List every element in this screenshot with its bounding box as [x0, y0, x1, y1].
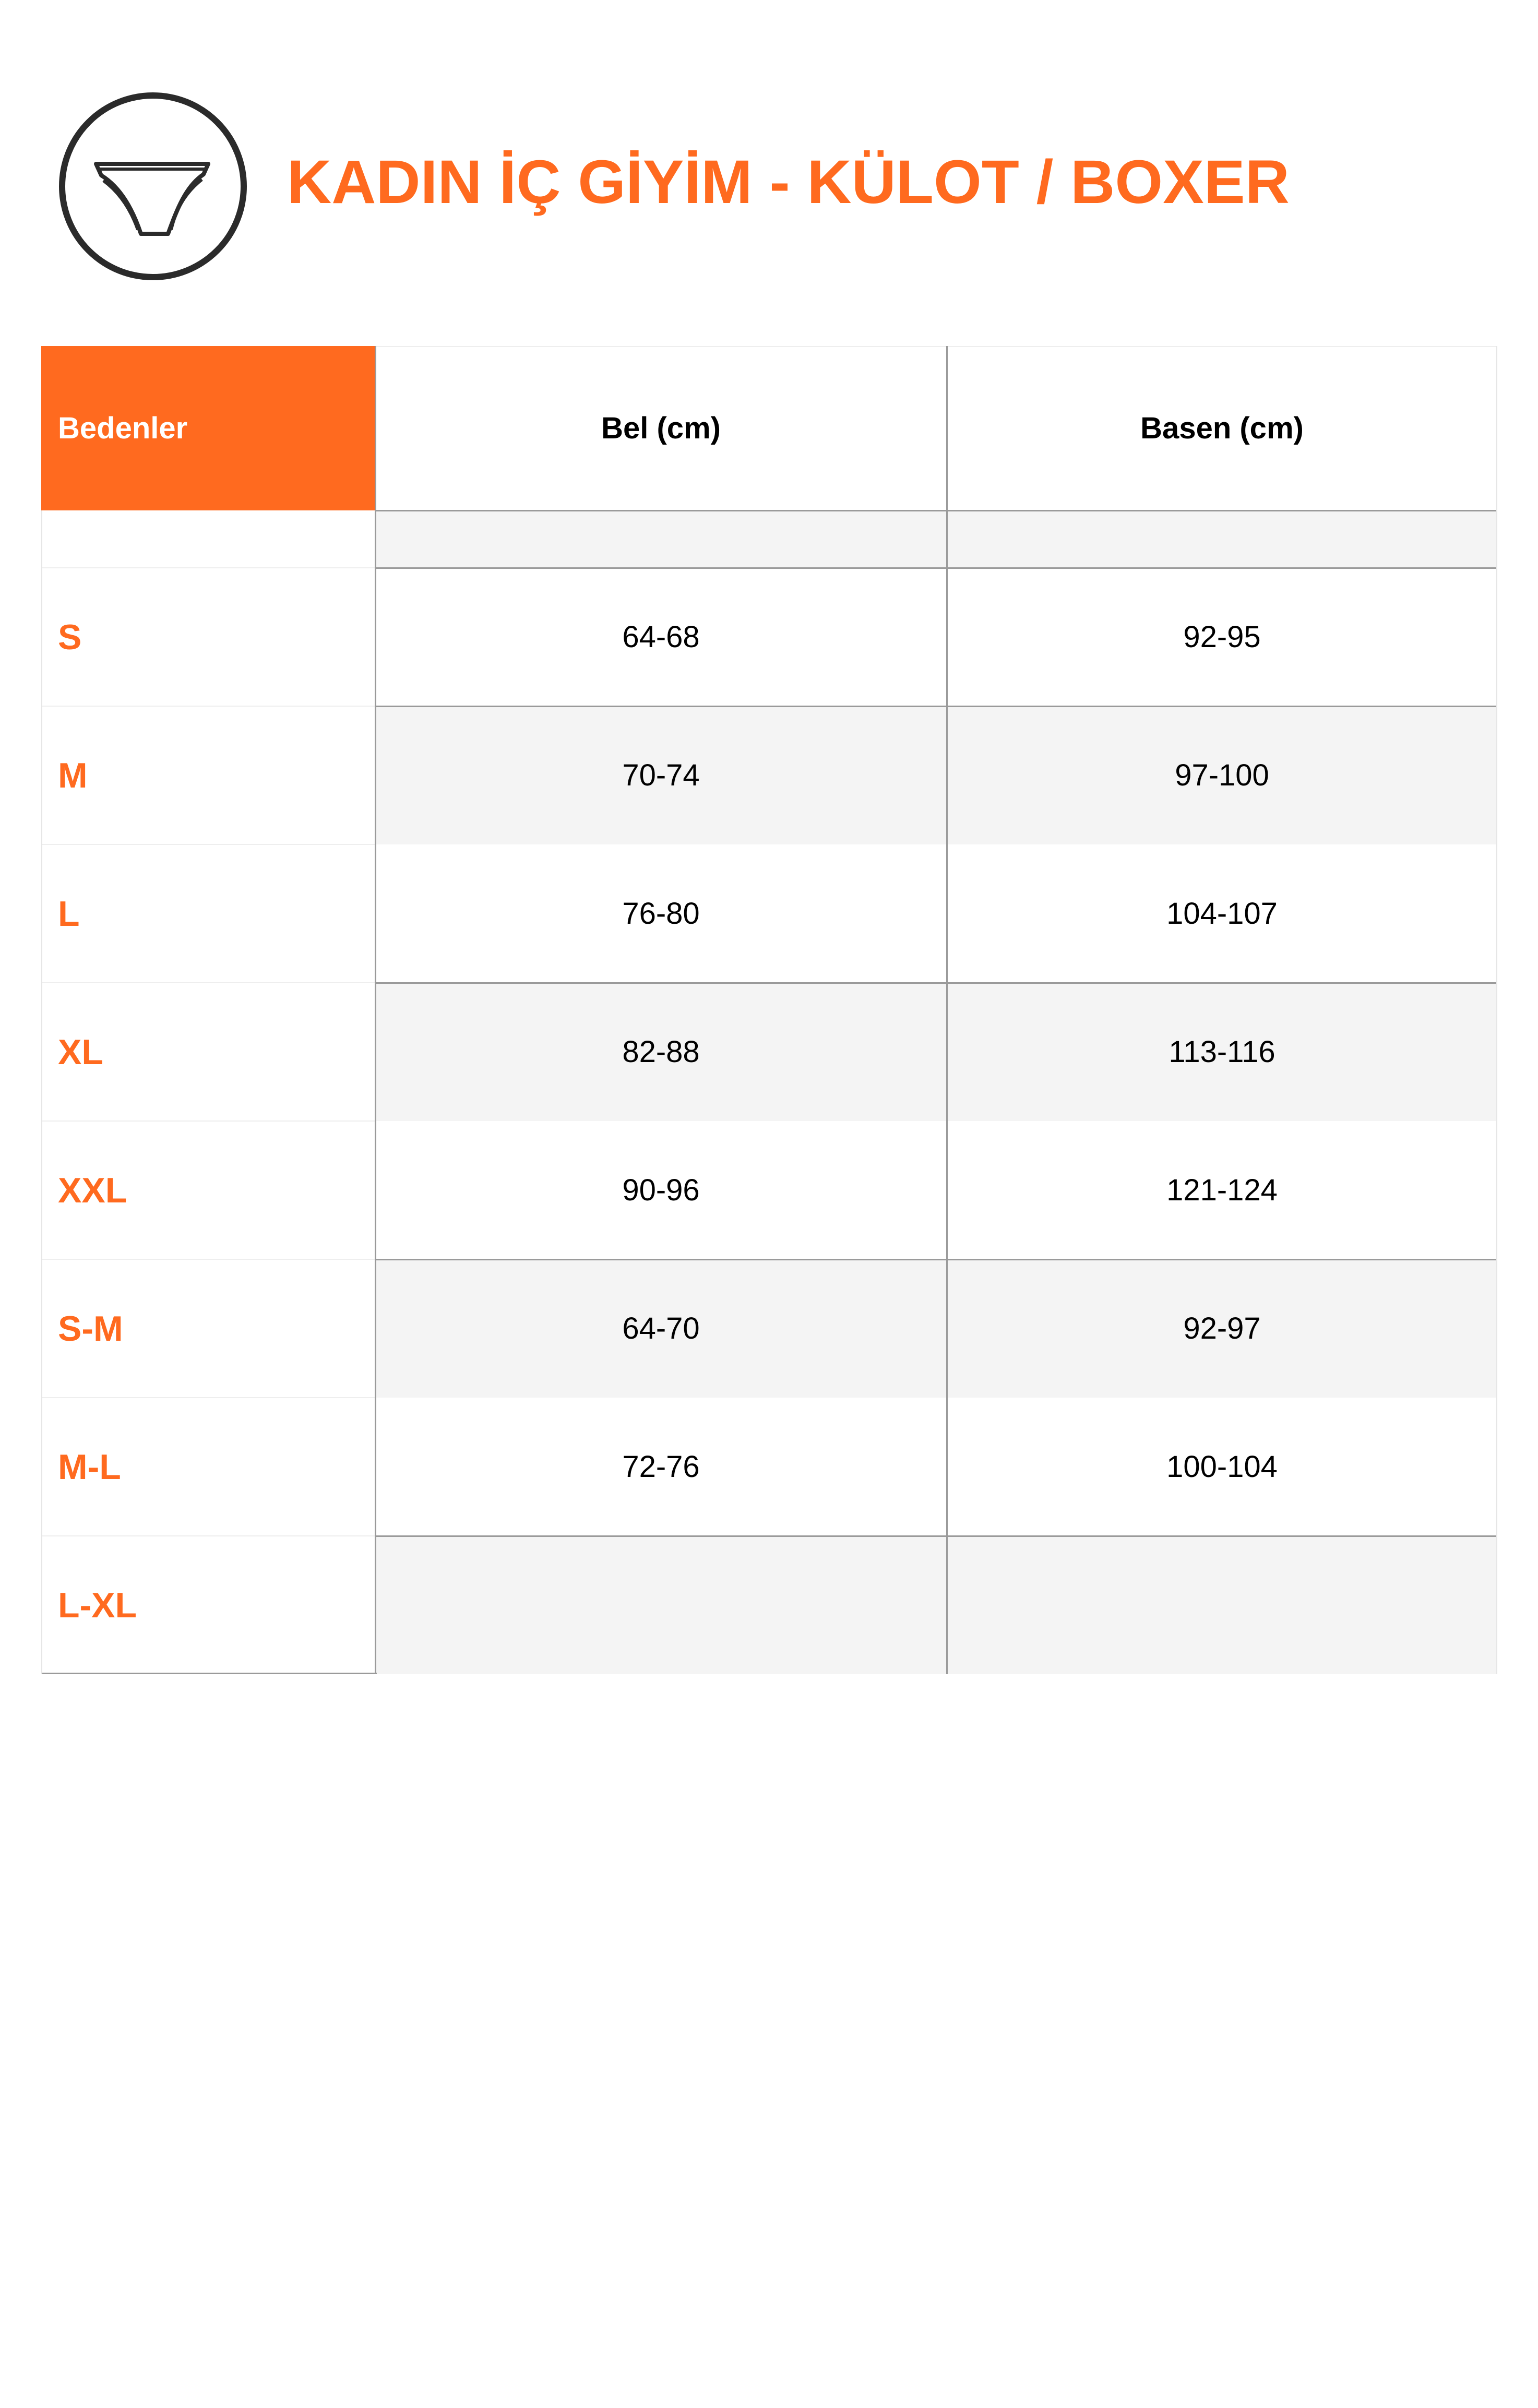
- row-divider: [375, 1535, 1497, 1537]
- row-divider: [375, 1259, 1497, 1260]
- size-label: M-L: [58, 1447, 121, 1487]
- row-divider: [41, 844, 375, 845]
- waist-value: 70-74: [622, 758, 700, 792]
- row-divider: [41, 1120, 375, 1122]
- size-chart-table: [41, 346, 1497, 1674]
- hip-value: [947, 1536, 1497, 1674]
- table-border: [1496, 346, 1497, 1674]
- waist-value: 64-68: [622, 620, 700, 654]
- row-divider: [41, 1535, 375, 1536]
- size-label: S: [58, 617, 82, 657]
- waist-value: 82-88: [622, 1035, 700, 1069]
- waist-value: 72-76: [622, 1450, 700, 1484]
- hip-value: 113-116: [1169, 1035, 1275, 1069]
- size-label: M: [58, 755, 88, 795]
- hip-value: 92-95: [1183, 620, 1261, 654]
- header-waist: Bel (cm): [601, 411, 721, 445]
- waist-value: 64-70: [622, 1312, 700, 1345]
- size-label: L: [58, 893, 80, 934]
- size-label: S-M: [58, 1308, 123, 1349]
- table-border: [41, 1673, 377, 1674]
- hip-value: 100-104: [1166, 1450, 1278, 1484]
- column-divider: [375, 346, 376, 1674]
- table-border: [375, 346, 1497, 347]
- spacer-cell: [375, 510, 1497, 568]
- row-divider: [375, 567, 1497, 569]
- hip-value: 97-100: [1175, 758, 1269, 792]
- row-divider: [41, 1397, 375, 1398]
- waist-value: [375, 1536, 947, 1674]
- waist-value: 90-96: [622, 1173, 700, 1207]
- column-divider: [946, 346, 948, 1674]
- row-divider: [41, 567, 375, 568]
- row-divider: [375, 982, 1497, 984]
- hip-value: 104-107: [1166, 897, 1278, 931]
- row-divider: [375, 510, 1497, 511]
- size-label: L-XL: [58, 1585, 137, 1625]
- underwear-briefs-icon: [58, 92, 247, 281]
- row-divider: [375, 706, 1497, 707]
- row-divider: [41, 982, 375, 983]
- size-label: XXL: [58, 1170, 127, 1210]
- header-sizes: Bedenler: [41, 346, 375, 510]
- row-divider: [41, 706, 375, 707]
- hip-value: 92-97: [1183, 1312, 1261, 1345]
- row-divider: [41, 1259, 375, 1260]
- size-label: XL: [58, 1032, 103, 1072]
- page-title: KADIN İÇ GİYİM - KÜLOT / BOXER: [287, 148, 1290, 217]
- hip-value: 121-124: [1166, 1173, 1278, 1207]
- waist-value: 76-80: [622, 897, 700, 931]
- header-hip: Basen (cm): [1140, 411, 1304, 445]
- table-border: [41, 510, 42, 1674]
